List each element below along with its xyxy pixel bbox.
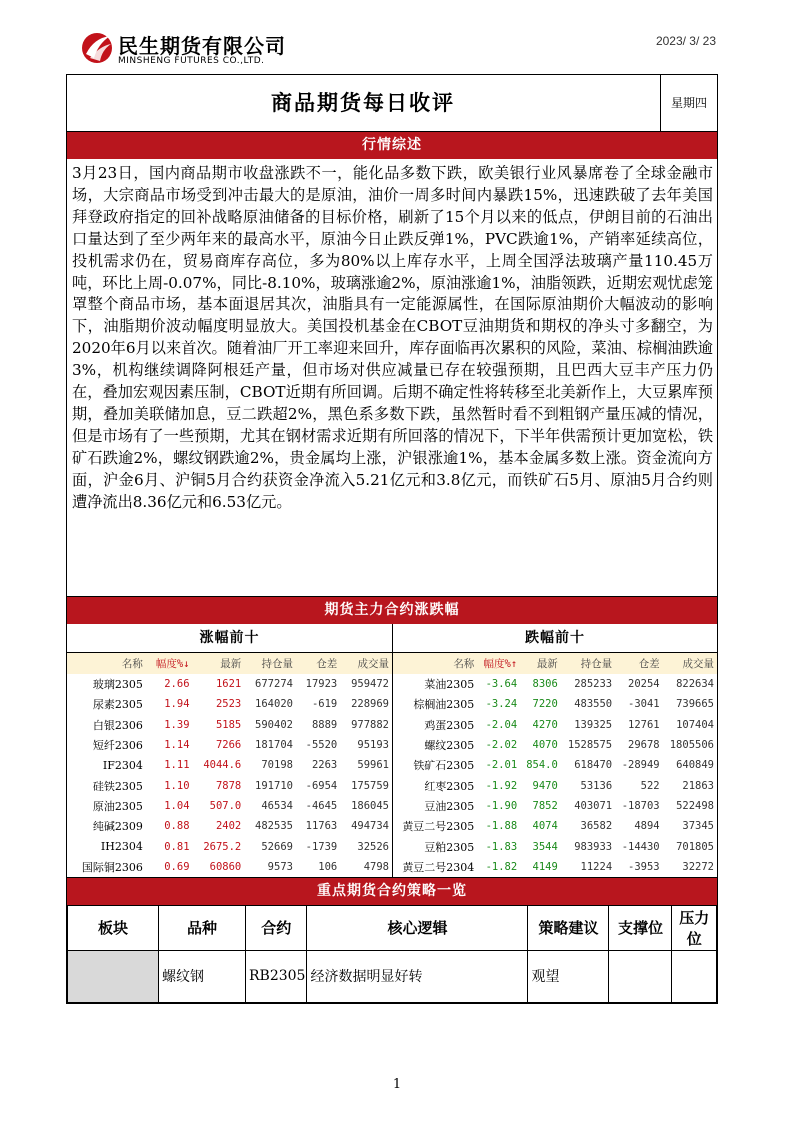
contract-name-cell: 短纤2306 bbox=[92, 739, 143, 753]
table-row[interactable] bbox=[393, 694, 717, 714]
col-open-interest[interactable]: 持仓量 bbox=[244, 653, 296, 674]
strategy-heading: 重点期货合约策略一览 bbox=[67, 877, 717, 905]
contract-name-cell: 红枣2305 bbox=[424, 779, 475, 793]
oi-change-cell: 29678 bbox=[628, 739, 660, 752]
oi-change-cell: -18703 bbox=[621, 799, 660, 812]
open-interest-cell: 164020 bbox=[255, 698, 293, 711]
gainers-header-row bbox=[67, 653, 392, 674]
table-row[interactable] bbox=[393, 674, 717, 694]
last-price-cell: 7266 bbox=[215, 739, 242, 752]
losers-panel bbox=[392, 624, 717, 877]
col-volume[interactable]: 成交量 bbox=[340, 653, 392, 674]
table-row[interactable] bbox=[67, 836, 392, 856]
table-row[interactable] bbox=[67, 715, 392, 735]
table-row[interactable] bbox=[67, 674, 392, 694]
col-support: 支撑位 bbox=[609, 905, 672, 950]
change-pct-cell: -1.90 bbox=[485, 799, 518, 812]
last-price-cell: 4149 bbox=[532, 860, 558, 873]
open-interest-cell: 181704 bbox=[255, 739, 293, 752]
table-row[interactable] bbox=[393, 836, 717, 856]
volume-cell: 59961 bbox=[357, 759, 389, 772]
table-row[interactable] bbox=[67, 694, 392, 714]
col-name[interactable]: 名称 bbox=[67, 653, 146, 674]
col-sector: 板块 bbox=[68, 905, 159, 950]
oi-change-cell: -5520 bbox=[305, 739, 338, 752]
rankings-heading: 期货主力合约涨跌幅 bbox=[67, 597, 717, 624]
contract-name-cell: 黄豆二号2305 bbox=[402, 820, 475, 834]
page-header bbox=[0, 0, 794, 75]
sort-asc-icon: ↑ bbox=[510, 658, 518, 670]
table-row[interactable] bbox=[67, 857, 392, 877]
col-last[interactable]: 最新 bbox=[520, 653, 561, 674]
col-change-label: 幅度% bbox=[155, 658, 184, 670]
change-pct-cell: -1.88 bbox=[485, 820, 518, 833]
col-change[interactable] bbox=[477, 653, 520, 674]
oi-change-cell: -6954 bbox=[305, 779, 338, 792]
contract-name-cell: 黄豆二号2304 bbox=[402, 860, 475, 874]
oi-change-cell: -3041 bbox=[628, 698, 660, 711]
last-price-cell: 7878 bbox=[215, 779, 242, 792]
contract-name-cell: 豆粕2305 bbox=[424, 840, 475, 854]
oi-change-cell: -619 bbox=[311, 698, 338, 711]
oi-change-cell: 20254 bbox=[628, 678, 660, 691]
change-pct-cell: 1.04 bbox=[164, 799, 190, 812]
open-interest-cell: 46534 bbox=[261, 799, 293, 812]
last-price-cell: 8306 bbox=[532, 678, 558, 691]
table-row[interactable] bbox=[67, 796, 392, 816]
col-variety: 品种 bbox=[159, 905, 246, 950]
oi-change-cell: 522 bbox=[640, 779, 660, 792]
contract-name-cell: 铁矿石2305 bbox=[413, 759, 475, 773]
open-interest-cell: 618470 bbox=[574, 759, 613, 772]
sort-desc-icon: ↓ bbox=[183, 658, 190, 670]
col-oi-change[interactable]: 仓差 bbox=[296, 653, 340, 674]
contract-name-cell: IF2304 bbox=[102, 758, 143, 772]
open-interest-cell: 70198 bbox=[261, 759, 293, 772]
oi-change-cell: 2263 bbox=[311, 759, 338, 772]
change-pct-cell: -2.02 bbox=[485, 739, 518, 752]
oi-change-cell: 8889 bbox=[311, 718, 338, 731]
open-interest-cell: 191710 bbox=[255, 779, 293, 792]
contract-name-cell: 棕榈油2305 bbox=[413, 698, 475, 712]
gainers-title: 涨幅前十 bbox=[67, 624, 392, 653]
open-interest-cell: 483550 bbox=[574, 698, 613, 711]
weekday: 星期四 bbox=[660, 75, 717, 131]
last-price-cell: 7220 bbox=[532, 698, 558, 711]
change-pct-cell: 1.14 bbox=[164, 739, 190, 752]
volume-cell: 32526 bbox=[357, 840, 389, 853]
open-interest-cell: 36582 bbox=[580, 820, 613, 833]
sector-cell bbox=[68, 950, 159, 1002]
table-row[interactable] bbox=[67, 816, 392, 836]
gainers-panel bbox=[67, 624, 392, 877]
change-pct-cell: -2.04 bbox=[485, 718, 518, 731]
oi-change-cell: 11763 bbox=[305, 820, 338, 833]
open-interest-cell: 53136 bbox=[580, 779, 613, 792]
strategy-cell: 观望 bbox=[528, 950, 609, 1002]
open-interest-cell: 677274 bbox=[255, 678, 293, 691]
contract-name-cell: 螺纹2305 bbox=[424, 739, 475, 753]
losers-body bbox=[393, 674, 717, 877]
table-row[interactable] bbox=[393, 755, 717, 775]
minsheng-logo-icon bbox=[80, 28, 114, 68]
volume-cell: 640849 bbox=[676, 759, 714, 772]
volume-cell: 494734 bbox=[351, 820, 389, 833]
losers-header-row bbox=[393, 653, 717, 674]
last-price-cell: 9470 bbox=[532, 779, 558, 792]
last-price-cell: 4044.6 bbox=[203, 759, 242, 772]
last-price-cell: 5185 bbox=[215, 718, 242, 731]
company-name-en: MINSHENG FUTURES CO.,LTD. bbox=[118, 56, 265, 66]
change-pct-cell: 1.11 bbox=[164, 759, 190, 772]
table-row[interactable] bbox=[393, 796, 717, 816]
volume-cell: 37345 bbox=[682, 820, 714, 833]
contract-name-cell: 鸡蛋2305 bbox=[424, 718, 475, 732]
volume-cell: 822634 bbox=[676, 678, 714, 691]
col-open-interest[interactable]: 持仓量 bbox=[561, 653, 615, 674]
strategy-header-row bbox=[68, 905, 717, 950]
contract-name-cell: 菜油2305 bbox=[424, 678, 475, 692]
change-pct-cell: 1.10 bbox=[164, 779, 190, 792]
last-price-cell: 2402 bbox=[215, 820, 242, 833]
open-interest-cell: 590402 bbox=[255, 718, 293, 731]
volume-cell: 228969 bbox=[351, 698, 389, 711]
col-core-logic: 核心逻辑 bbox=[307, 905, 528, 950]
volume-cell: 186045 bbox=[351, 799, 389, 812]
col-oi-change[interactable]: 仓差 bbox=[615, 653, 662, 674]
open-interest-cell: 1528575 bbox=[567, 739, 613, 752]
change-pct-cell: -2.01 bbox=[485, 759, 518, 772]
volume-cell: 95193 bbox=[357, 739, 389, 752]
col-contract: 合约 bbox=[246, 905, 307, 950]
contract-name-cell: 尿素2305 bbox=[92, 698, 143, 712]
volume-cell: 701805 bbox=[676, 840, 714, 853]
col-change-label: 幅度% bbox=[483, 658, 511, 670]
change-pct-cell: 0.81 bbox=[164, 840, 190, 853]
volume-cell: 21863 bbox=[682, 779, 714, 792]
table-row[interactable] bbox=[393, 715, 717, 735]
col-volume[interactable]: 成交量 bbox=[663, 653, 717, 674]
report-title: 商品期货每日收评 bbox=[271, 91, 455, 115]
col-resistance: 压力位 bbox=[672, 905, 717, 950]
table-row[interactable] bbox=[67, 735, 392, 755]
market-summary-text: 3月23日，国内商品期市收盘涨跌不一，能化品多数下跌，欧美银行业风暴席卷了全球金融市场，大宗商品市场受到冲击最大的是原油，油价一周多时间内暴跌15%，迅速跌破了去年美国拜登政府指定的回补战略原油储备的目标价格，刷新了15个月以来的低点，伊朗目前的石油出口量达到了至少两年来的最高水平，原油今日止跌反弹1%，PVC跌逾1%，产销率延续高位，投机需求仍在，贸易商库存高位，多为80%以上库存水平，上周全国浮法玻璃产量110.45万吨，环比上周-0.07%，同比-8.10%，玻璃涨逾2%，原油涨逾1%，油脂领跌，近期宏观忧虑笼罩整个商品市场，基本面退居其次，油脂具有一定能源属性，在国际原油期价大幅波动的影响下，油脂期价波动幅度明显放大。美国投机基金在CBOT豆油期货和期权的净头寸多翻空，为2020年6月以来首次。随着油厂开工率迎来回升，库存面临再次累积的风险，菜油、棕榈油跌逾3%，机构继续调降阿根廷产量，但市场对供应减量已存在较强预期，且巴西大豆丰产压力仍在，叠加宏观因素压制，CBOT近期有所回调。后期不确定性将转移至北美新作上，大豆累库预期，叠加美联储加息，豆二跌超2%，黑色系多数下跌，虽然暂时看不到粗钢产量压减的情况，但是市场有了一些预期，尤其在钢材需求近期有所回落的情况下，下半年供需预计更加宽松，铁矿石跌逾2%，螺纹钢跌逾2%，贵金属均上涨，沪银涨逾1%，基本金属多数上涨。资金流向方面，沪金6月、沪铜5月合约获资金净流入5.21亿元和3.8亿元，而铁矿石5月、原油5月合约则遭净流出8.36亿元和6.53亿元。 bbox=[67, 159, 717, 597]
last-price-cell: 854.0 bbox=[526, 759, 558, 772]
volume-cell: 739665 bbox=[676, 698, 714, 711]
report-date: 2023/ 3/ 23 bbox=[655, 34, 716, 48]
volume-cell: 959472 bbox=[351, 678, 389, 691]
company-name-cn: 民生期货有限公司 bbox=[118, 34, 286, 58]
last-price-cell: 4074 bbox=[532, 820, 558, 833]
contract-name-cell: 豆油2305 bbox=[424, 799, 475, 813]
last-price-cell: 60860 bbox=[209, 860, 242, 873]
col-change[interactable] bbox=[146, 653, 193, 674]
volume-cell: 4798 bbox=[363, 860, 389, 873]
table-row[interactable] bbox=[67, 775, 392, 795]
change-pct-cell: 0.69 bbox=[164, 860, 190, 873]
change-pct-cell: -1.83 bbox=[485, 840, 518, 853]
change-pct-cell: 0.88 bbox=[164, 820, 190, 833]
col-strategy: 策略建议 bbox=[528, 905, 609, 950]
losers-title: 跌幅前十 bbox=[393, 624, 717, 653]
change-pct-cell: 1.39 bbox=[164, 718, 190, 731]
volume-cell: 522498 bbox=[676, 799, 714, 812]
last-price-cell: 2675.2 bbox=[203, 840, 242, 853]
open-interest-cell: 9573 bbox=[267, 860, 293, 873]
change-pct-cell: -1.92 bbox=[485, 779, 518, 792]
contract-name-cell: 国际铜2306 bbox=[81, 860, 143, 874]
strategy-table bbox=[67, 905, 717, 1003]
table-row[interactable] bbox=[393, 775, 717, 795]
table-row[interactable] bbox=[393, 816, 717, 836]
volume-cell: 32272 bbox=[682, 860, 714, 873]
oi-change-cell: 106 bbox=[318, 860, 338, 873]
last-price-cell: 1621 bbox=[215, 678, 242, 691]
oi-change-cell: -1739 bbox=[305, 840, 338, 853]
last-price-cell: 4070 bbox=[532, 739, 558, 752]
volume-cell: 1805506 bbox=[669, 739, 714, 752]
col-name[interactable]: 名称 bbox=[393, 653, 477, 674]
change-pct-cell: -1.82 bbox=[485, 860, 518, 873]
oi-change-cell: -4645 bbox=[305, 799, 338, 812]
last-price-cell: 2523 bbox=[215, 698, 242, 711]
rankings-panel bbox=[67, 624, 717, 877]
volume-cell: 175759 bbox=[351, 779, 389, 792]
support-cell bbox=[609, 950, 672, 1002]
change-pct-cell: -3.24 bbox=[485, 698, 518, 711]
last-price-cell: 507.0 bbox=[209, 799, 242, 812]
contract-name-cell: 玻璃2305 bbox=[92, 678, 143, 692]
contract-name-cell: 纯碱2309 bbox=[92, 820, 143, 834]
page-number: 1 bbox=[392, 1077, 402, 1092]
oi-change-cell: 4894 bbox=[634, 820, 660, 833]
table-row[interactable] bbox=[67, 755, 392, 775]
open-interest-cell: 983933 bbox=[574, 840, 613, 853]
contract-name-cell: 原油2305 bbox=[92, 799, 143, 813]
gainers-body bbox=[67, 674, 392, 877]
open-interest-cell: 285233 bbox=[574, 678, 613, 691]
contract-name-cell: 硅铁2305 bbox=[92, 779, 143, 793]
oi-change-cell: -3953 bbox=[628, 860, 660, 873]
last-price-cell: 3544 bbox=[532, 840, 558, 853]
gainers-table bbox=[67, 653, 392, 877]
open-interest-cell: 11224 bbox=[580, 860, 613, 873]
summary-heading: 行情综述 bbox=[67, 132, 717, 159]
col-last[interactable]: 最新 bbox=[193, 653, 245, 674]
resistance-cell bbox=[672, 950, 717, 1002]
contract-name-cell: 白银2306 bbox=[92, 718, 143, 732]
losers-table bbox=[393, 653, 717, 877]
open-interest-cell: 139325 bbox=[574, 718, 613, 731]
title-row bbox=[67, 75, 717, 132]
table-row[interactable] bbox=[393, 857, 717, 877]
open-interest-cell: 52669 bbox=[261, 840, 293, 853]
oi-change-cell: 12761 bbox=[628, 718, 660, 731]
oi-change-cell: -28949 bbox=[621, 759, 660, 772]
volume-cell: 107404 bbox=[676, 718, 714, 731]
change-pct-cell: -3.64 bbox=[485, 678, 518, 691]
oi-change-cell: -14430 bbox=[621, 840, 660, 853]
strategy-row bbox=[68, 950, 717, 1002]
report-frame bbox=[66, 74, 718, 1004]
open-interest-cell: 403071 bbox=[574, 799, 613, 812]
variety-cell: 螺纹钢 bbox=[159, 950, 246, 1002]
core-logic-cell: 经济数据明显好转 bbox=[307, 950, 528, 1002]
volume-cell: 977882 bbox=[351, 718, 389, 731]
last-price-cell: 4270 bbox=[532, 718, 558, 731]
open-interest-cell: 482535 bbox=[255, 820, 293, 833]
table-row[interactable] bbox=[393, 735, 717, 755]
contract-cell: RB2305 bbox=[246, 950, 307, 1002]
last-price-cell: 7852 bbox=[532, 799, 558, 812]
change-pct-cell: 2.66 bbox=[164, 678, 190, 691]
change-pct-cell: 1.94 bbox=[164, 698, 190, 711]
contract-name-cell: IH2304 bbox=[100, 840, 143, 854]
oi-change-cell: 17923 bbox=[305, 678, 338, 691]
